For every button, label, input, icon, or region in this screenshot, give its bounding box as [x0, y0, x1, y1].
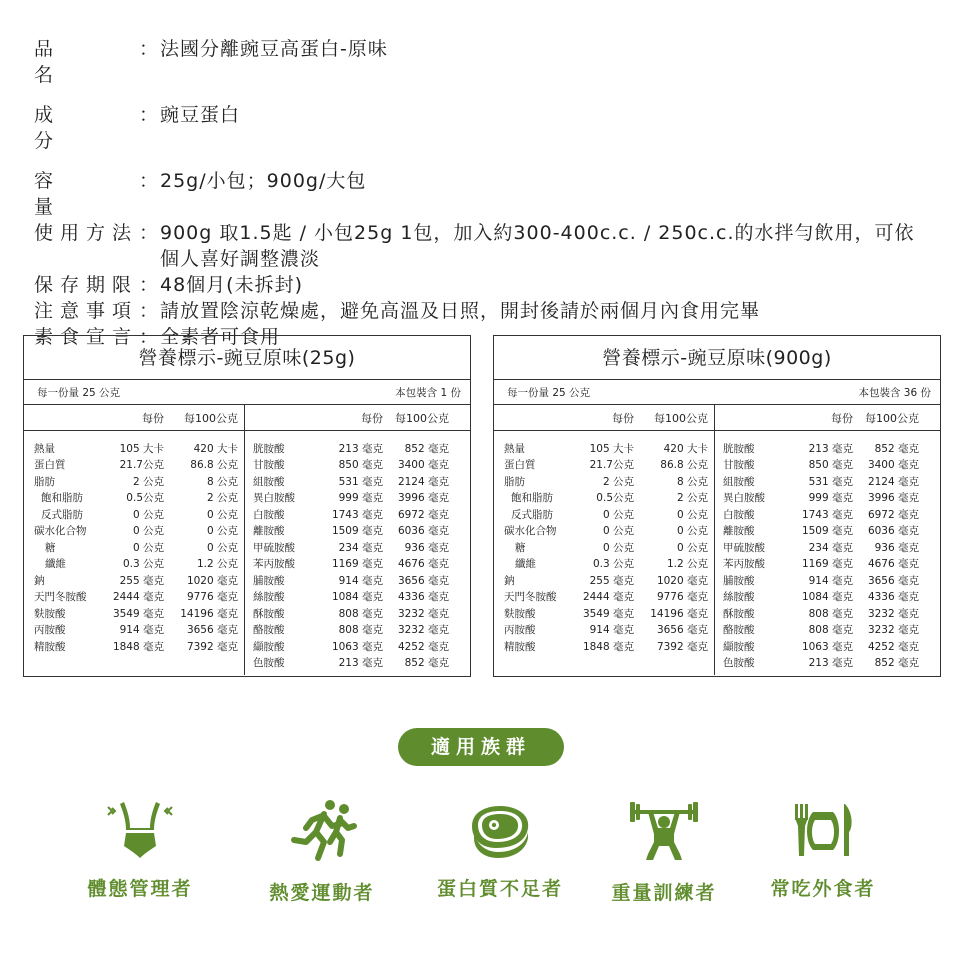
nutrient-name: 離胺酸 [253, 525, 285, 538]
table-left-column [494, 405, 715, 675]
nutrient-name: 熱量 [34, 442, 55, 455]
per-100g-value: 2124 毫克 [397, 475, 449, 488]
table-right-column [245, 405, 470, 675]
per-100g-value: 6972 毫克 [867, 508, 919, 521]
per-100g-value: 4676 毫克 [867, 558, 919, 571]
per-100g-value: 3232 毫克 [397, 607, 449, 620]
table-row [494, 622, 714, 639]
per-100g-value: 3656 毫克 [656, 624, 708, 637]
per-serving-value: 0 公克 [602, 541, 634, 554]
header-per-100g: 每100公克 [865, 411, 919, 425]
per-serving-value: 999 毫克 [338, 492, 383, 505]
nutrient-name: 酥胺酸 [723, 607, 755, 620]
per-serving-value: 2 公克 [132, 475, 164, 488]
table-serving-bar [24, 380, 470, 405]
right-rows [715, 431, 940, 671]
dining-icon [787, 798, 859, 860]
info-row-shelf-life [34, 272, 934, 298]
per-serving-value: 1169 毫克 [331, 558, 383, 571]
per-serving-value: 1084 毫克 [331, 591, 383, 604]
table-row [715, 556, 940, 573]
per-serving-value: 914 毫克 [119, 624, 164, 637]
nutrient-name: 胱胺酸 [253, 442, 285, 455]
per-serving-value: 1509 毫克 [801, 525, 853, 538]
right-rows [245, 431, 470, 671]
serving-size: 每一份量 25 公克 [507, 386, 591, 399]
info-label-text: 注意事項 [34, 300, 139, 322]
nutrient-name: 丙胺酸 [504, 624, 536, 637]
table-row [24, 506, 244, 523]
table-row [245, 440, 470, 457]
per-100g-value: 0 公克 [206, 541, 238, 554]
per-serving-value: 808 毫克 [808, 607, 853, 620]
table-right-column [715, 405, 940, 675]
nutrient-name: 離胺酸 [723, 525, 755, 538]
info-colon: ： [138, 222, 159, 244]
nutrient-name: 異白胺酸 [253, 492, 295, 505]
table-row [494, 473, 714, 490]
table-body [494, 405, 940, 675]
table-row [245, 506, 470, 523]
per-serving-value: 3549 毫克 [582, 607, 634, 620]
per-serving-value: 2 公克 [602, 475, 634, 488]
table-left-column [24, 405, 245, 675]
table-row [715, 440, 940, 457]
nutrition-table-900g [493, 335, 941, 677]
info-value: 25g/小包；900g/大包 [160, 170, 367, 192]
table-row [715, 506, 940, 523]
nutrient-name: 麩胺酸 [34, 607, 66, 620]
per-100g-value: 7392 毫克 [656, 640, 708, 653]
per-100g-value: 4252 毫克 [397, 640, 449, 653]
nutrient-name: 飽和脂肪 [41, 492, 83, 505]
info-colon: ： [138, 38, 159, 60]
per-100g-value: 6972 毫克 [397, 508, 449, 521]
audience-label: 蛋白質不足者 [436, 878, 563, 900]
waist-icon [104, 798, 176, 860]
info-label [34, 220, 138, 246]
table-row [245, 457, 470, 474]
per-serving-value: 1063 毫克 [801, 640, 853, 653]
table-serving-bar [494, 380, 940, 405]
per-serving-value: 2444 毫克 [582, 591, 634, 604]
per-100g-value: 3656 毫克 [867, 574, 919, 587]
table-row [24, 638, 244, 655]
nutrient-name: 甲硫胺酸 [253, 541, 295, 554]
per-100g-value: 1.2 公克 [666, 558, 708, 571]
per-serving-value: 850 毫克 [808, 459, 853, 472]
nutrient-name: 白胺酸 [253, 508, 285, 521]
per-serving-value: 2444 毫克 [112, 591, 164, 604]
per-100g-value: 936 毫克 [404, 541, 449, 554]
table-row [24, 457, 244, 474]
per-100g-value: 3232 毫克 [867, 607, 919, 620]
nutrient-name: 反式脂肪 [41, 508, 83, 521]
servings-per-pack: 本包裝含 36 份 [858, 386, 931, 399]
per-100g-value: 0 公克 [676, 508, 708, 521]
nutrient-name: 絲胺酸 [723, 591, 755, 604]
info-value: 全素者可食用 [160, 326, 281, 348]
table-row [245, 622, 470, 639]
serving-size: 每一份量 25 公克 [37, 386, 121, 399]
nutrient-name: 脂肪 [504, 475, 525, 488]
per-serving-value: 0 公克 [602, 508, 634, 521]
nutrient-name: 甲硫胺酸 [723, 541, 765, 554]
per-100g-value: 420 大卡 [193, 442, 238, 455]
nutrient-name: 酪胺酸 [723, 624, 755, 637]
nutrient-name: 碳水化合物 [504, 525, 557, 538]
per-100g-value: 852 毫克 [404, 442, 449, 455]
table-row [24, 622, 244, 639]
per-100g-value: 1.2 公克 [196, 558, 238, 571]
audience-item-eats-out [743, 798, 903, 901]
running-icon [284, 798, 360, 864]
table-row [24, 490, 244, 507]
table-row [494, 572, 714, 589]
nutrient-name: 麩胺酸 [504, 607, 536, 620]
nutrient-name: 脂肪 [34, 475, 55, 488]
table-row [715, 622, 940, 639]
per-serving-value: 213 毫克 [338, 442, 383, 455]
per-100g-value: 4252 毫克 [867, 640, 919, 653]
nutrient-name: 酪胺酸 [253, 624, 285, 637]
table-row [245, 638, 470, 655]
per-100g-value: 6036 毫克 [867, 525, 919, 538]
info-label [34, 272, 138, 298]
info-row-name [34, 36, 934, 88]
audience-item-protein-deficient [420, 798, 580, 901]
nutrition-table-25g [23, 335, 471, 677]
audience-item-body-management [60, 798, 220, 901]
per-serving-value: 0 公克 [132, 541, 164, 554]
per-serving-value: 1169 毫克 [801, 558, 853, 571]
nutrient-name: 色胺酸 [253, 657, 285, 670]
per-serving-value: 850 毫克 [338, 459, 383, 472]
per-serving-value: 1743 毫克 [801, 508, 853, 521]
per-serving-value: 531 毫克 [338, 475, 383, 488]
info-label [34, 168, 138, 220]
nutrient-name: 飽和脂肪 [511, 492, 553, 505]
nutrient-name: 纈胺酸 [723, 640, 755, 653]
info-label-text: 成分 [34, 104, 104, 152]
nutrient-name: 纖維 [45, 558, 66, 571]
table-row [494, 605, 714, 622]
table-title: 營養標示-豌豆原味(25g) [24, 336, 470, 380]
product-info [34, 36, 934, 350]
table-row [494, 523, 714, 540]
info-value: 請放置陰涼乾燥處，避免高溫及日照，開封後請於兩個月內食用完畢 [160, 300, 761, 322]
per-100g-value: 0 公克 [676, 525, 708, 538]
info-label-text: 使用方法 [34, 222, 139, 244]
audience-label: 體態管理者 [87, 878, 193, 900]
per-serving-value: 234 毫克 [808, 541, 853, 554]
left-rows [494, 431, 714, 655]
audience-title-pill: 適用族群 [398, 728, 564, 766]
table-row [24, 556, 244, 573]
table-row [24, 440, 244, 457]
per-serving-value: 213 毫克 [808, 657, 853, 670]
weightlifting-icon [626, 798, 702, 864]
info-label [34, 36, 138, 88]
header-per-100g: 每100公克 [395, 411, 449, 425]
info-colon: ： [138, 170, 159, 192]
nutrient-name: 色胺酸 [723, 657, 755, 670]
table-row [24, 589, 244, 606]
nutrient-name: 蛋白質 [504, 459, 536, 472]
per-serving-value: 531 毫克 [808, 475, 853, 488]
per-100g-value: 420 大卡 [663, 442, 708, 455]
per-100g-value: 2124 毫克 [867, 475, 919, 488]
table-row [715, 605, 940, 622]
table-row [245, 490, 470, 507]
info-label-text: 容量 [34, 170, 104, 218]
nutrient-name: 鈉 [34, 574, 45, 587]
audience-label: 常吃外食者 [770, 878, 876, 900]
left-rows [24, 431, 244, 655]
per-100g-value: 7392 毫克 [186, 640, 238, 653]
info-colon: ： [138, 274, 159, 296]
per-serving-value: 213 毫克 [338, 657, 383, 670]
table-row [715, 490, 940, 507]
table-row [245, 556, 470, 573]
per-100g-value: 9776 毫克 [656, 591, 708, 604]
per-serving-value: 1743 毫克 [331, 508, 383, 521]
table-row [494, 539, 714, 556]
nutrient-name: 組胺酸 [253, 475, 285, 488]
servings-per-pack: 本包裝含 1 份 [395, 386, 461, 399]
table-row [245, 539, 470, 556]
table-column-header [494, 405, 714, 431]
per-100g-value: 9776 毫克 [186, 591, 238, 604]
header-per-100g: 每100公克 [184, 411, 238, 425]
info-label [34, 298, 138, 324]
per-100g-value: 1020 毫克 [656, 574, 708, 587]
audience-item-sports-lover [242, 798, 402, 905]
info-label-text: 保存期限 [34, 274, 139, 296]
info-colon: ： [138, 326, 159, 348]
per-100g-value: 86.8 公克 [190, 459, 238, 472]
per-100g-value: 2 公克 [676, 492, 708, 505]
per-serving-value: 0 公克 [132, 508, 164, 521]
table-row [494, 638, 714, 655]
per-serving-value: 914 毫克 [808, 574, 853, 587]
table-row [715, 473, 940, 490]
nutrient-name: 精胺酸 [504, 640, 536, 653]
table-row [494, 556, 714, 573]
steak-icon [464, 798, 536, 860]
per-serving-value: 1084 毫克 [801, 591, 853, 604]
table-title: 營養標示-豌豆原味(900g) [494, 336, 940, 380]
per-serving-value: 3549 毫克 [112, 607, 164, 620]
nutrient-name: 脯胺酸 [253, 574, 285, 587]
table-row [245, 473, 470, 490]
info-colon: ： [138, 104, 159, 126]
nutrient-name: 胱胺酸 [723, 442, 755, 455]
per-100g-value: 936 毫克 [874, 541, 919, 554]
table-row [494, 506, 714, 523]
nutrient-name: 甘胺酸 [253, 459, 285, 472]
per-100g-value: 3400 毫克 [397, 459, 449, 472]
info-value: 900g 取1.5匙 / 小包25g 1包，加入約300-400c.c. / 250c.c.的水拌勻飲用，可依個人喜好調整濃淡 [160, 222, 915, 270]
nutrient-name: 苯丙胺酸 [723, 558, 765, 571]
per-serving-value: 0 公克 [132, 525, 164, 538]
nutrient-name: 鈉 [504, 574, 515, 587]
per-serving-value: 255 毫克 [589, 574, 634, 587]
header-per-serving: 每份 [831, 411, 853, 425]
table-body [24, 405, 470, 675]
per-100g-value: 86.8 公克 [660, 459, 708, 472]
per-serving-value: 1848 毫克 [112, 640, 164, 653]
per-100g-value: 852 毫克 [404, 657, 449, 670]
per-100g-value: 8 公克 [676, 475, 708, 488]
per-100g-value: 3232 毫克 [867, 624, 919, 637]
header-per-serving: 每份 [361, 411, 383, 425]
table-row [24, 605, 244, 622]
per-100g-value: 0 公克 [206, 508, 238, 521]
info-row-usage [34, 220, 934, 272]
per-100g-value: 3996 毫克 [397, 492, 449, 505]
per-serving-value: 1063 毫克 [331, 640, 383, 653]
info-label-text: 素食宣言 [34, 326, 139, 348]
table-row [715, 523, 940, 540]
per-100g-value: 4336 毫克 [867, 591, 919, 604]
per-100g-value: 3232 毫克 [397, 624, 449, 637]
table-row [715, 539, 940, 556]
per-100g-value: 8 公克 [206, 475, 238, 488]
nutrient-name: 糖 [515, 541, 526, 554]
per-serving-value: 0.3 公克 [592, 558, 634, 571]
table-row [245, 523, 470, 540]
table-row [494, 457, 714, 474]
per-serving-value: 1509 毫克 [331, 525, 383, 538]
per-serving-value: 105 大卡 [119, 442, 164, 455]
table-row [494, 589, 714, 606]
nutrient-name: 組胺酸 [723, 475, 755, 488]
per-100g-value: 3656 毫克 [397, 574, 449, 587]
per-100g-value: 6036 毫克 [397, 525, 449, 538]
per-serving-value: 0.3 公克 [122, 558, 164, 571]
per-100g-value: 1020 毫克 [186, 574, 238, 587]
nutrient-name: 蛋白質 [34, 459, 66, 472]
info-row-capacity [34, 168, 934, 220]
nutrient-name: 異白胺酸 [723, 492, 765, 505]
table-row [715, 638, 940, 655]
per-serving-value: 0.5公克 [596, 492, 634, 505]
info-label [34, 102, 138, 154]
per-serving-value: 0.5公克 [126, 492, 164, 505]
table-row [245, 572, 470, 589]
info-colon: ： [138, 300, 159, 322]
nutrient-name: 精胺酸 [34, 640, 66, 653]
nutrient-name: 纖維 [515, 558, 536, 571]
nutrient-name: 糖 [45, 541, 56, 554]
per-100g-value: 4336 毫克 [397, 591, 449, 604]
table-row [24, 523, 244, 540]
per-serving-value: 213 毫克 [808, 442, 853, 455]
per-serving-value: 255 毫克 [119, 574, 164, 587]
per-100g-value: 852 毫克 [874, 657, 919, 670]
table-row [715, 457, 940, 474]
audience-label: 熱愛運動者 [269, 882, 375, 904]
info-value: 豌豆蛋白 [160, 104, 241, 126]
nutrient-name: 白胺酸 [723, 508, 755, 521]
nutrient-name: 天門冬胺酸 [504, 591, 557, 604]
table-column-header [715, 405, 940, 431]
per-100g-value: 3996 毫克 [867, 492, 919, 505]
per-serving-value: 21.7公克 [589, 459, 634, 472]
per-serving-value: 914 毫克 [338, 574, 383, 587]
table-row [24, 539, 244, 556]
info-row-ingredient [34, 102, 934, 154]
per-serving-value: 914 毫克 [589, 624, 634, 637]
per-serving-value: 1848 毫克 [582, 640, 634, 653]
nutrient-name: 絲胺酸 [253, 591, 285, 604]
header-per-serving: 每份 [142, 411, 164, 425]
per-100g-value: 14196 毫克 [180, 607, 238, 620]
info-value: 48個月(未拆封) [160, 274, 304, 296]
per-100g-value: 14196 毫克 [650, 607, 708, 620]
per-serving-value: 808 毫克 [338, 624, 383, 637]
nutrient-name: 反式脂肪 [511, 508, 553, 521]
info-label-text: 品名 [34, 38, 104, 86]
nutrient-name: 碳水化合物 [34, 525, 87, 538]
per-100g-value: 4676 毫克 [397, 558, 449, 571]
nutrient-name: 纈胺酸 [253, 640, 285, 653]
table-row [715, 589, 940, 606]
per-serving-value: 105 大卡 [589, 442, 634, 455]
table-row [245, 589, 470, 606]
audience-label: 重量訓練者 [611, 882, 717, 904]
table-row [24, 572, 244, 589]
per-serving-value: 21.7公克 [119, 459, 164, 472]
audience-item-weight-trainer [584, 798, 744, 905]
per-serving-value: 808 毫克 [808, 624, 853, 637]
per-serving-value: 0 公克 [602, 525, 634, 538]
per-100g-value: 3400 毫克 [867, 459, 919, 472]
nutrient-name: 脯胺酸 [723, 574, 755, 587]
nutrient-name: 天門冬胺酸 [34, 591, 87, 604]
table-row [715, 655, 940, 672]
table-row [715, 572, 940, 589]
table-column-header [24, 405, 244, 431]
table-column-header [245, 405, 470, 431]
table-row [494, 440, 714, 457]
header-per-100g: 每100公克 [654, 411, 708, 425]
per-100g-value: 0 公克 [676, 541, 708, 554]
nutrient-name: 酥胺酸 [253, 607, 285, 620]
per-100g-value: 2 公克 [206, 492, 238, 505]
table-row [245, 655, 470, 672]
table-row [24, 473, 244, 490]
per-serving-value: 808 毫克 [338, 607, 383, 620]
per-100g-value: 0 公克 [206, 525, 238, 538]
per-serving-value: 999 毫克 [808, 492, 853, 505]
table-row [245, 605, 470, 622]
table-row [494, 490, 714, 507]
info-row-notice [34, 298, 934, 324]
nutrient-name: 甘胺酸 [723, 459, 755, 472]
per-100g-value: 3656 毫克 [186, 624, 238, 637]
header-per-serving: 每份 [612, 411, 634, 425]
per-100g-value: 852 毫克 [874, 442, 919, 455]
info-value: 法國分離豌豆高蛋白-原味 [160, 38, 388, 60]
nutrient-name: 熱量 [504, 442, 525, 455]
nutrient-name: 苯丙胺酸 [253, 558, 295, 571]
nutrient-name: 丙胺酸 [34, 624, 66, 637]
per-serving-value: 234 毫克 [338, 541, 383, 554]
